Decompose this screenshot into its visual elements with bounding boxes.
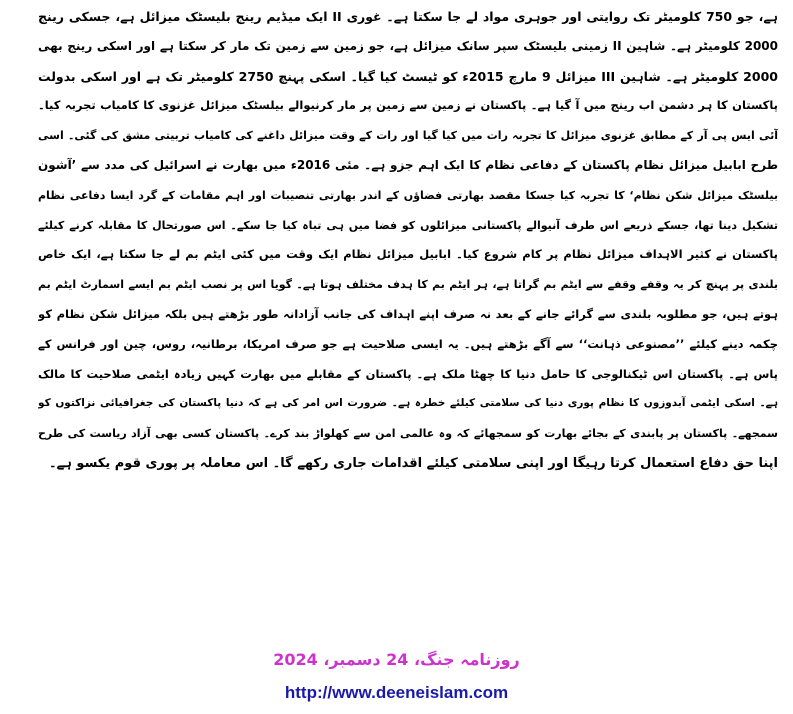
article-line: بلندی پر پہنچ کر یہ وقفے وقفے سے ایٹم بم گراتا ہے، ہر ایٹم بم کا ہدف مختلف ہوتا ہے۔ گویا اس پر نصب ایٹم بم ایسے اسمارٹ ایٹم بم <box>38 278 778 292</box>
article-line: 2000 کلومیٹر ہے۔ شاہین III میزائل 9 مارچ 2015ء کو ٹیسٹ کیا گیا۔ اسکی پہنچ 2750 کلومیٹر تک ہے اور اسکی بدولت <box>38 68 778 84</box>
source-citation: روزنامہ جنگ، 24 دسمبر، 2024 <box>273 650 520 669</box>
article-line: چکمہ دینے کیلئے ’’مصنوعی ذہانت‘‘ سے آگے بڑھتے ہیں۔ یہ ایسی صلاحیت ہے جو صرف امریکا، برطانیہ، روس، چین اور فرانس کے <box>38 336 778 351</box>
article-line: تشکیل دینا تھا، جسکے ذریعے اس طرف آنیوالے پاکستانی میزائلوں کو فضا میں ہی تباہ کیا جا سکے۔ اس صورتحال کا مقابلہ کرنے کیلئے <box>38 218 778 232</box>
article-line: بیلسٹک میزائل شکن نظام‘ کا تجربہ کیا جسکا مقصد بھارتی فضاؤں کے اندر بھارتی تنصیبات اور اہم مقامات کے گرد ایسا دفاعی نظام <box>38 188 778 202</box>
article-body <box>38 2 778 479</box>
article-line: اپنا حق دفاع استعمال کرتا رہیگا اور اپنی سلامتی کیلئے اقدامات جاری رکھے گا۔ اس معاملہ پر پوری قوم یکسو ہے۔ <box>49 455 778 471</box>
article-line: 2000 کلومیٹر ہے۔ شاہین II زمینی بلیسٹک سپر سانک میزائل ہے، جو زمین سے زمین تک مار کر سکتا ہے اور اسکی رینج بھی <box>38 38 778 53</box>
article-line: پاکستان نے کثیر الاہداف میزائل نظام پر کام شروع کیا۔ ابابیل میزائل نظام ایک وقت میں کئی ایٹم بم لے جا سکتا ہے، ایک خاص <box>38 247 778 262</box>
article-line: ہوتے ہیں، جو مطلوبہ بلندی سے گرائے جانے کے بعد نہ صرف اپنے اہداف کی جانب آزادانہ طور بڑھتے ہیں بلکہ میزائل شکن نظام کو <box>38 306 778 321</box>
article-line: ہے۔ اسکی ایٹمی آبدوزوں کا نظام پوری دنیا کی سلامتی کیلئے خطرہ ہے۔ ضرورت اس امر کی ہے کہ دنیا پاکستان کی جغرافیائی نزاکتوں کو <box>38 397 778 410</box>
article-line: پاس ہے۔ پاکستان اس ٹیکنالوجی کا حامل دنیا کا چھٹا ملک ہے۔ پاکستان کے مقابلے میں بھارت کہیں زیادہ ایٹمی صلاحیت کا مالک <box>38 366 778 381</box>
article-line: ہے، جو 750 کلومیٹر تک روایتی اور جوہری مواد لے جا سکتا ہے۔ غوری II ایک میڈیم رینج بلیسٹک میزائل ہے، جسکی رینج <box>38 9 778 24</box>
article-line: سمجھے۔ پاکستان پر پابندی کے بجائے بھارت کو سمجھائے کہ وہ عالمی امن سے کھلواڑ بند کرے۔ پاکستان کسی بھی آزاد ریاست کی طرح <box>38 427 778 441</box>
article-line: آئی ایس پی آر کے مطابق غزنوی میزائل کا تجربہ رات میں کیا گیا اور رات کے وقت میزائل داغنے کی کامیاب تربیتی مشق کی گئی۔ اسی <box>38 129 778 143</box>
article-line: طرح ابابیل میزائل نظام پاکستان کے دفاعی نظام کا ایک اہم جزو ہے۔ مئی 2016ء میں بھارت نے اسرائیل کی مدد سے ’آشون <box>38 157 778 172</box>
website-link[interactable]: http://www.deeneislam.com <box>284 683 509 702</box>
article-line: پاکستان کا ہر دشمن اب رینج میں آ گیا ہے۔ پاکستان نے زمین سے زمین پر مار کرنیوالے بیلسٹک میزائل غزنوی کا کامیاب تجربہ کیا۔ <box>38 98 778 113</box>
